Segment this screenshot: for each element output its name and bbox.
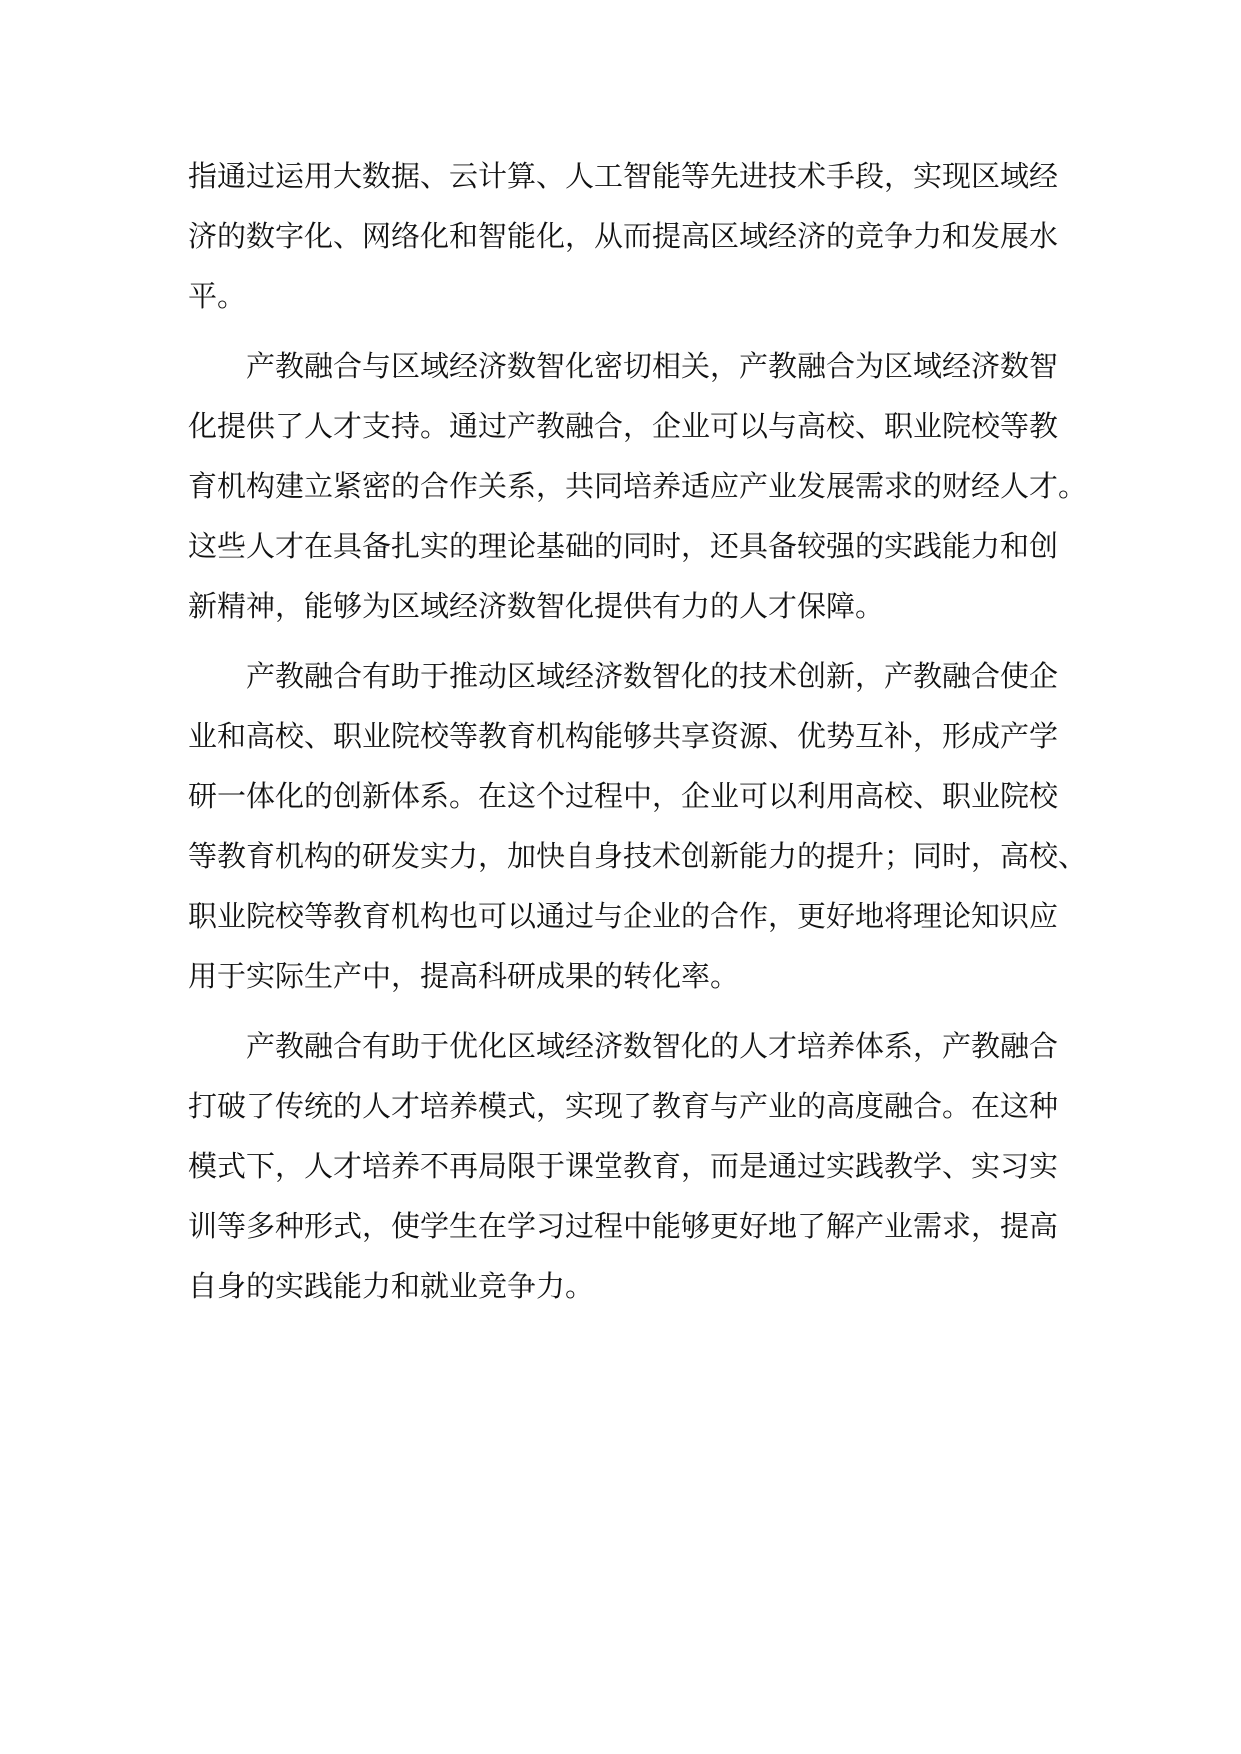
paragraph-2 bbox=[188, 336, 1088, 636]
text-line: 打破了传统的人才培养模式，实现了教育与产业的高度融合。在这种 bbox=[188, 1089, 1059, 1123]
text-line: 产教融合有助于优化区域经济数智化的人才培养体系，产教融合 bbox=[246, 1029, 1059, 1063]
text-line: 平。 bbox=[188, 279, 247, 313]
text-line: 用于实际生产中，提高科研成果的转化率。 bbox=[188, 959, 740, 993]
paragraph-1 bbox=[188, 146, 1058, 326]
text-line: 训等多种形式，使学生在学习过程中能够更好地了解产业需求，提高 bbox=[188, 1209, 1059, 1243]
text-line: 自身的实践能力和就业竞争力。 bbox=[188, 1269, 595, 1303]
text-line: 职业院校等教育机构也可以通过与企业的合作，更好地将理论知识应 bbox=[188, 899, 1059, 933]
text-line: 育机构建立紧密的合作关系，共同培养适应产业发展需求的财经人才。 bbox=[188, 469, 1088, 503]
paragraph-3 bbox=[188, 646, 1088, 1006]
document-body bbox=[188, 146, 1088, 1326]
text-line: 这些人才在具备扎实的理论基础的同时，还具备较强的实践能力和创 bbox=[188, 529, 1059, 563]
text-line: 化提供了人才支持。通过产教融合，企业可以与高校、职业院校等教 bbox=[188, 409, 1059, 443]
text-line: 产教融合与区域经济数智化密切相关，产教融合为区域经济数智 bbox=[246, 349, 1059, 383]
text-line: 新精神，能够为区域经济数智化提供有力的人才保障。 bbox=[188, 589, 885, 623]
text-line: 济的数字化、网络化和智能化，从而提高区域经济的竞争力和发展水 bbox=[188, 219, 1059, 253]
text-line: 产教融合有助于推动区域经济数智化的技术创新，产教融合使企 bbox=[246, 659, 1059, 693]
text-line: 指通过运用大数据、云计算、人工智能等先进技术手段，实现区域经 bbox=[188, 159, 1059, 193]
paragraph-4 bbox=[188, 1016, 1058, 1316]
text-line: 研一体化的创新体系。在这个过程中，企业可以利用高校、职业院校 bbox=[188, 779, 1059, 813]
text-line: 模式下，人才培养不再局限于课堂教育，而是通过实践教学、实习实 bbox=[188, 1149, 1059, 1183]
text-line: 等教育机构的研发实力，加快自身技术创新能力的提升；同时，高校、 bbox=[188, 839, 1088, 873]
text-line: 业和高校、职业院校等教育机构能够共享资源、优势互补，形成产学 bbox=[188, 719, 1059, 753]
